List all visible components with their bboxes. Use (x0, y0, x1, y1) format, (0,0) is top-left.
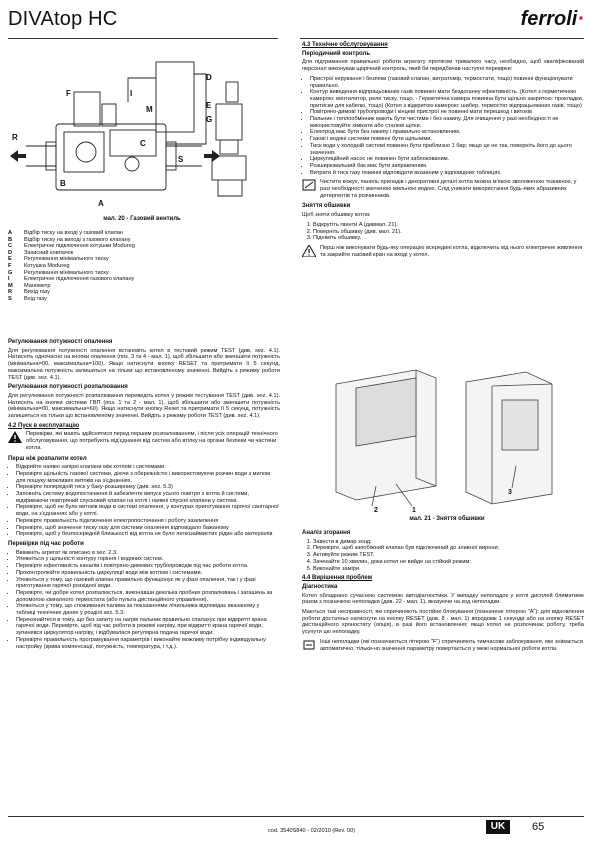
legend-key: C (8, 243, 13, 250)
list-item: • Контур виведення відпрацьованих газів повинен мати бездоганну ефективність. (Котел з герметичною камерою: вентилятор, реле тиску, тощо. - Герметична камера повинна бути щільно закритою: прокладки, притиски для кабелю, тощо) (Котел з відкритою камерою: шибер, термостат відпрацьованих газів, тощо) (310, 89, 584, 109)
list-item: • Проконтролюйте правильність циркуляції води між котлом і системами. (16, 570, 280, 577)
fig20-label-r: R (12, 133, 18, 142)
legend-value: Манометр (24, 282, 51, 289)
list-item: • Заповніть систему водопостачання й забезпечте випуск усього повітря з котла й системи, відкриваючи повітряний спусковий клапан на котлі і наявні спускні клапани у системі. (16, 491, 280, 504)
list-item: • Упевніться у тому, що газовий клапан правильно функціонує як у фазі опалення, так і у фазі приготування гарячої розхідної води. (16, 577, 280, 590)
list-item: • Перевірте, щоб не було витоків води в системі опалення, у контурах приготування гарячої санітарної води, на з'єднаннях або у котлі. (16, 504, 280, 517)
list-item: 2. Поверніть обшивку (див. мал. 21). (313, 229, 584, 236)
heading-ignition-power: Регулювання потужності розпалювання (8, 384, 128, 391)
legend-row (8, 230, 278, 237)
fig21-label-3: 3 (508, 489, 512, 496)
fig20-label-g: G (206, 115, 213, 124)
language-badge: UK (486, 820, 510, 834)
legend-value: Електричне підключення газового клапану (24, 276, 135, 283)
hand-icon (302, 639, 316, 651)
list-item: 2. Перевірте, щоб запобіжний клапан був підключений до зливної вирони; (313, 545, 584, 552)
heading-section-4-2: 4.2 Пуск в експлуатацію (8, 422, 80, 429)
heading-heating-power: Регулювання потужності опалення (8, 339, 113, 345)
legend-row (8, 237, 278, 244)
legend-value: Відбір тиску на вході у газовий клапан (24, 230, 124, 236)
list-item: • Відкрийте наявні запірні клапани між котлом і системами. (16, 464, 280, 471)
heading-remove-cover: Зняття обшивки (302, 203, 351, 210)
heading-periodic: Періодичний контроль (302, 50, 371, 57)
legend-row (8, 256, 278, 263)
header-rule-right (300, 38, 584, 39)
heading-during-work: Перевірки під час роботи (8, 540, 84, 547)
warning-note (8, 431, 280, 451)
brand-logo (521, 8, 584, 31)
list-item: • Упевніться у тому, що споживання палива за показаннями лічильника відповідає вказаному у таблиці технічних даних у розділі sez. 5.3. (16, 603, 280, 616)
paragraph-periodic: Для підтримання правильної роботи агрегату протягом тривалого часу, необхідно, щоб кваліфікований персонал виконував щорічний контроль, який би передбачав наступні перевірки: (302, 59, 584, 73)
heading-diagnostics: Діагностика (302, 583, 338, 590)
list-item: • Розширювальний бак має бути заправленим. (310, 163, 584, 170)
gas-valve-drawing (6, 44, 278, 218)
warning-icon (302, 245, 316, 257)
list-periodic (302, 76, 584, 177)
legend-key: E (8, 256, 12, 263)
fig20-label-c: C (140, 139, 146, 148)
figure-20-gas-valve (6, 44, 278, 218)
list-item: • Перевірте ефективність каналів і повітряно-димових трубопроводів під час роботи котла. (16, 563, 280, 570)
figure-20-caption: мал. 20 - Газовий вентиль (103, 216, 181, 222)
warning-icon (8, 431, 22, 443)
paragraph-diagnostics-2: Маються такі несправності, які спричиняють постійне блокування (позначене літерою "A"): для відновлення роботи достатньо натиснути на кнопку RESET (дов. 8 - мал. 1) впродовж 1 секунди або на кнопку RESET дистанційного хроностату (опція), в разі його встановлення; якщо котел не розпочинає роботу, треба усунути цю неполадку. (302, 609, 584, 636)
fig21-label-1: 1 (412, 507, 416, 514)
legend-row (8, 283, 278, 290)
fig20-label-a: A (98, 199, 104, 208)
list-combustion-steps (302, 539, 584, 573)
list-item: • Перевірте правильність програмування параметрів і виконайте можливу потрібну індивідуальну настройку (крива компенсації, потужність, температура, і т.д.). (16, 637, 280, 650)
list-item: • Упевніться у щільності контуру горіння і водяних систем. (16, 556, 280, 563)
fig20-label-s: S (178, 155, 184, 164)
figure-21-boiler (316, 366, 578, 514)
warning-note-text: Перевірки, які мають здійснятися перед першим розпалюванням, і після усіх операцій технічного обслуговування, що потребують від'єднання від систем або втілку на органи безпеки чи частини котла. (26, 431, 278, 451)
list-item: 3. Підніміть обшивку. (313, 235, 584, 242)
legend-key: D (8, 249, 13, 256)
boiler-cover-drawing (316, 366, 578, 514)
power-warning-note (302, 245, 584, 258)
diagnostics-note (302, 639, 584, 652)
right-text-column-lower (302, 528, 584, 656)
list-during-work (8, 550, 280, 651)
list-item: 1. Відкрутіть гвинти A (дивмал. 21). (313, 222, 584, 229)
legend-key: A (8, 230, 13, 236)
list-item: • Переконайтеся в тому, що без запиту на нагрів пальник правильно спалахує при відкритті крана гарячої води. Перевірте, щоб під час роботи в режимі нагріву, при відкритті крана гарячої води, зупинявся циркулятор нагріву, і відбувалася регулярна подача гарячої води. (16, 617, 280, 637)
header-rule-left (8, 38, 278, 39)
legend-value: Котушка Modureg (24, 262, 70, 269)
list-item: 4. Зачекайте 10 хвилин, доки котел не вийде на стійкий режим; (313, 559, 584, 566)
page-title: DIVAtop HC (8, 8, 118, 30)
list-item: • Електрод має бути без накипу і правильно встановленим. (310, 129, 584, 136)
brand-name: ferroli (520, 8, 578, 30)
heading-combustion: Аналіз згорання (302, 530, 351, 536)
manometer-body (156, 62, 194, 132)
list-item: 3. Активуйте режим TEST. (313, 552, 584, 559)
paragraph-diagnostics-1: Котел обладнано сучасною системою автодіагностики. У випадку неполадок у котлі дисплей блиматиме разом з позначкою неполадки (див. 22 - мал. 1), вказуючи на код неполадки. (302, 592, 584, 606)
brand-accent-icon: · (577, 8, 584, 30)
heading-before-start: Перш ніж розпалити котел (8, 455, 87, 462)
page-number: 65 (532, 821, 545, 833)
fig20-label-e: E (206, 101, 212, 110)
legend-key: I (8, 276, 10, 283)
heading-section-4-4: 4.4 Вирішення проблем (302, 575, 373, 582)
left-text-column (8, 337, 280, 653)
legend-value: Вхід газу (24, 295, 47, 302)
list-remove-steps (302, 222, 584, 242)
legend-value: Відбір тиску на виході з газового клапану (24, 236, 131, 243)
paragraph-heating-power: Для регулювання потужності опалення встановіть котел в тестовий режим TEST (див. sez. 4.1). Натисніть одночасно на кнопки опалення (поз. 3 та 4 - мал. 1), щоб збільшити або зменшити потужність (мінімальна=00, максимальна=100). Якщо натиснути кнопку RESET та притримати її 5 секунд, максимальна потужність залишиться на тільки що встановленому значенні. Вийдіть з режиму роботи TEST (див. sez. 4.1). (8, 347, 280, 381)
legend-value: Електричне підключення котушки Modureg (24, 243, 135, 250)
document-code: cod. 3540S840 - 02/2010 (Rev. 00) (268, 828, 355, 834)
legend-value: Захисний ковпачок (24, 249, 74, 256)
fig20-label-b: B (60, 179, 66, 188)
list-item: 5. Виконайте заміри. (313, 566, 584, 573)
list-item: • Перевірте попередній тиск у баку-розширнику (див. sez. 5.3) (16, 484, 280, 491)
list-item: • Перевірте, щоб у безпосередній близькості від котла не було легкозаймистих рідин або матеріалів (16, 531, 280, 538)
list-item: 1. Завести в димар зонд; (313, 539, 584, 546)
fig20-label-m: M (146, 105, 153, 114)
legend-key: R (8, 289, 13, 296)
list-item: • Циркуляційний насос не повинен бути заблокованим. (310, 156, 584, 163)
cleaning-note-text: Чистити кожух, панель приладів і декоративні деталі котла можна м'якою зволоженою тканиною, у разі необхідності змоченою мильною водою. Слід уникати використання будь-яких абразивних детергентів та розчинників. (320, 179, 577, 199)
legend-key: G (8, 269, 13, 276)
diagnostics-note-text: Інші неполадки (які позначаються літерою "F") спричиняють тимчасове заблокування, яке знімається автоматично, тільки-но значення параметру повертається у межі нормальної роботи котла. (320, 638, 583, 652)
fig21-label-2: 2 (374, 507, 378, 514)
legend-row (8, 250, 278, 257)
list-item: • Перевірте щільність газової системи, діючи з обережністю і використовуючи розчин води з милом для пошуку можливих витоків на з'єднаннях. (16, 471, 280, 484)
list-item: • Пальник і теплообмінник мають бути чистими і без накипу. Для очищення у разі необхідності не використовуйте хімікати або сталеві щітки. (310, 116, 584, 129)
list-item: • Пристрої керування і безпеки (газовий клапан, витратомір, термостати, тощо) повинні функціонувати правильно. (310, 76, 584, 89)
fig20-label-d: D (206, 73, 212, 82)
heading-section-4-3: 4.3 Технічне обслуговування (302, 42, 388, 48)
list-item: • Тиск води у холодній системі повинен бути приблизно 1 бар; якщо це не так, поверніть його до цього значення. (310, 143, 584, 156)
legend-key: S (8, 295, 12, 302)
figure-21-caption: мал. 21 - Зняття обшивки (409, 516, 485, 522)
fig20-label-i: I (130, 89, 133, 98)
cleaning-note (302, 179, 584, 199)
legend-key: B (8, 236, 13, 243)
legend-row (8, 296, 278, 303)
list-item: • Перевірте, щоб значення тиску газу для системи опалення відповідало бажаному (16, 525, 280, 532)
list-item: • Газові і водяні системи повинні бути щільними. (310, 136, 584, 143)
legend-key: M (8, 282, 13, 289)
legend-row (8, 276, 278, 283)
list-item: • Перевірте, чи добре котел розпалюється, виконавши декілька пробних розпалювань і загашень за допомогою кімнатного термостата (або пульта дистанційного управління). (16, 590, 280, 603)
legend-row (8, 270, 278, 277)
legend-value: Регулювання мінімального тиску (24, 256, 109, 263)
list-item: • Витрати й тиск газу повинні відповідати вказаним у відповідних таблицях. (310, 170, 584, 177)
figure-20-legend (8, 230, 278, 303)
legend-row (8, 243, 278, 250)
legend-value: Регулювання мінімального тиску (24, 269, 109, 276)
list-item: • Повітряно-димові трубопроводи і кінцеві пристрої не повинні мати перешкод і витоків (310, 109, 584, 116)
legend-key: F (8, 262, 12, 269)
list-before-start (8, 464, 280, 538)
legend-value: Вихід газу (24, 289, 50, 296)
power-warning-text: Перш ніж виконувати будь-яку операцію всередині котла, відключить від нього електричне живлення та закрийте газовий кран на вході у котел. (320, 244, 583, 258)
right-text-column (302, 40, 584, 262)
fig20-label-f: F (66, 89, 71, 98)
legend-row (8, 289, 278, 296)
paragraph-remove-cover: Щоб зняти обшивку котла: (302, 212, 371, 219)
legend-row (8, 263, 278, 270)
list-item: • Перевірте правильність підключення електропостачання і роботу заземлення (16, 518, 280, 525)
paragraph-ignition-power: Для регулювання потужності розпалювання переведіть котел у режим тестування TEST (див. sez. 4.1). Натисніть на кнопки системи ГВП (поз. 1 та 2 - мал. 1), щоб збільшити або зменшити потужність (мінімальна=00, максимальна=60). Якщо натиснути кнопку Reset та притримати її 5 секунд, потужність залишиться на тільки що встановленому значенні. Вийдіть з режиму роботи TEST (див. sez. 4.1). (8, 392, 280, 420)
list-item: • Ввімкніть агрегат як описано в sez. 2.3. (16, 550, 280, 557)
cleaning-icon (302, 179, 316, 191)
footer-rule (8, 816, 584, 817)
